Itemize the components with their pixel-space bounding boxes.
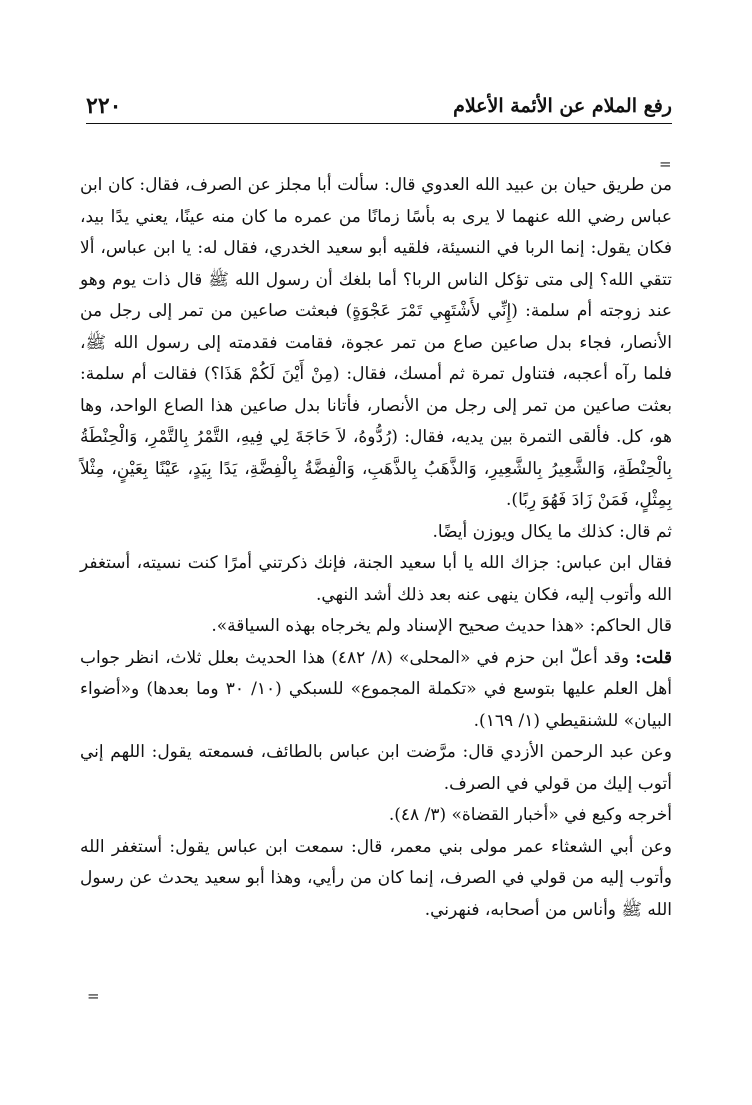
paragraph-azdi: وعن عبد الرحمن الأزدي قال: مرَّضت ابن عباس بالطائف، فسمعته يقول: اللهم إني أتوب إليك من قولي في الصرف. [80,742,672,794]
paragraph-hakim: قال الحاكم: «هذا حديث صحيح الإسناد ولم يخرجاه بهذه السياقة». [211,616,672,636]
paragraph-note [80,643,672,738]
continuation-marker-top: = [659,155,672,173]
page-number: ٢٢٠ [86,93,122,119]
body-text [80,170,672,926]
paragraph-abu-shatha: وعن أبي الشعثاء عمر مولى بني معمر، قال: سمعت ابن عباس يقول: أستغفر الله وأتوب إليه من قولي في الصرف، إنما كان من رأيي، وهذا أبو سعيد يحدث عن رسول الله ﷺ وأناس من أصحابه، فنهرني. [80,836,672,920]
paragraph-hadith: من طريق حيان بن عبيد الله العدوي قال: سألت أبا مجلز عن الصرف، فقال: كان ابن عباس رضي الله عنهما لا يرى به بأسًا زمانًا من عمره ما كان منه عينًا، يعني يدًا بيد، فكان يقول: إنما الربا في النسيئة، فلقيه أبو سعيد الخدري، فقال له: يا ابن عباس، ألا تتقي الله؟ إلى متى تؤكل الناس الربا؟ أما بلغك أن رسول الله ﷺ قال ذات يوم وهو عند زوجته أم سلمة: (إِنِّي لأَشْتَهِي تَمْرَ عَجْوَةٍ) فبعثت صاعين من تمر إلى رجل من الأنصار، فجاء بدل صاعين صاع من تمر عجوة، فقامت فقدمته إلى رسول الله ﷺ، فلما رآه أعجبه، فتناول تمرة ثم أمسك، فقال: (مِنْ أَيْنَ لَكُمْ هَذَا؟) فقالت أم سلمة: بعثت صاعين من تمر إلى رجل من الأنصار، فأتانا بدل صاعين هذا الصاع الواحد، وها هو، كل. فألقى التمرة بين يديه، فقال: (رُدُّوهُ، لاَ حَاجَةَ لِي فِيهِ، التَّمْرُ بِالتَّمْرِ، وَالْحِنْطَةُ بِالْحِنْطَةِ، وَالشَّعِيرُ بِالشَّعِيرِ، وَالذَّهَبُ بِالذَّهَبِ، وَالْفِضَّةُ بِالْفِضَّةِ، يَدًا بِيَدٍ، عَيْنًا بِعَيْنٍ، مِثْلاً بِمِثْلٍ، فَمَنْ زَادَ فَهُوَ رِبًا). [80,175,672,510]
paragraph-waki: أخرجه وكيع في «أخبار القضاة» (٣/ ٤٨). [388,805,672,825]
header-rule [86,123,672,124]
note-lead: قلت: [635,647,673,668]
paragraph-ibn-abbas: فقال ابن عباس: جزاك الله يا أبا سعيد الجنة، فإنك ذكرتني أمرًا كنت نسيته، أستغفر الله وأتوب إليه، فكان ينهى عنه بعد ذلك أشد النهي. [80,553,672,605]
paragraph-then-said: ثم قال: كذلك ما يكال ويوزن أيضًا. [432,521,672,542]
continuation-marker-bottom: = [87,987,100,1005]
page-header [86,92,672,120]
note-text: وقد أعلّ ابن حزم في «المحلى» (٨/ ٤٨٢) هذا الحديث بعلل ثلاث، انظر جواب أهل العلم عليها بتوسع في «تكملة المجموع» للسبكي (١٠/ ٣٠ وما بعدها) و«أضواء البيان» للشنقيطي (١/ ١٦٩). [80,647,672,731]
running-title: رفع الملام عن الأئمة الأعلام [453,95,672,117]
